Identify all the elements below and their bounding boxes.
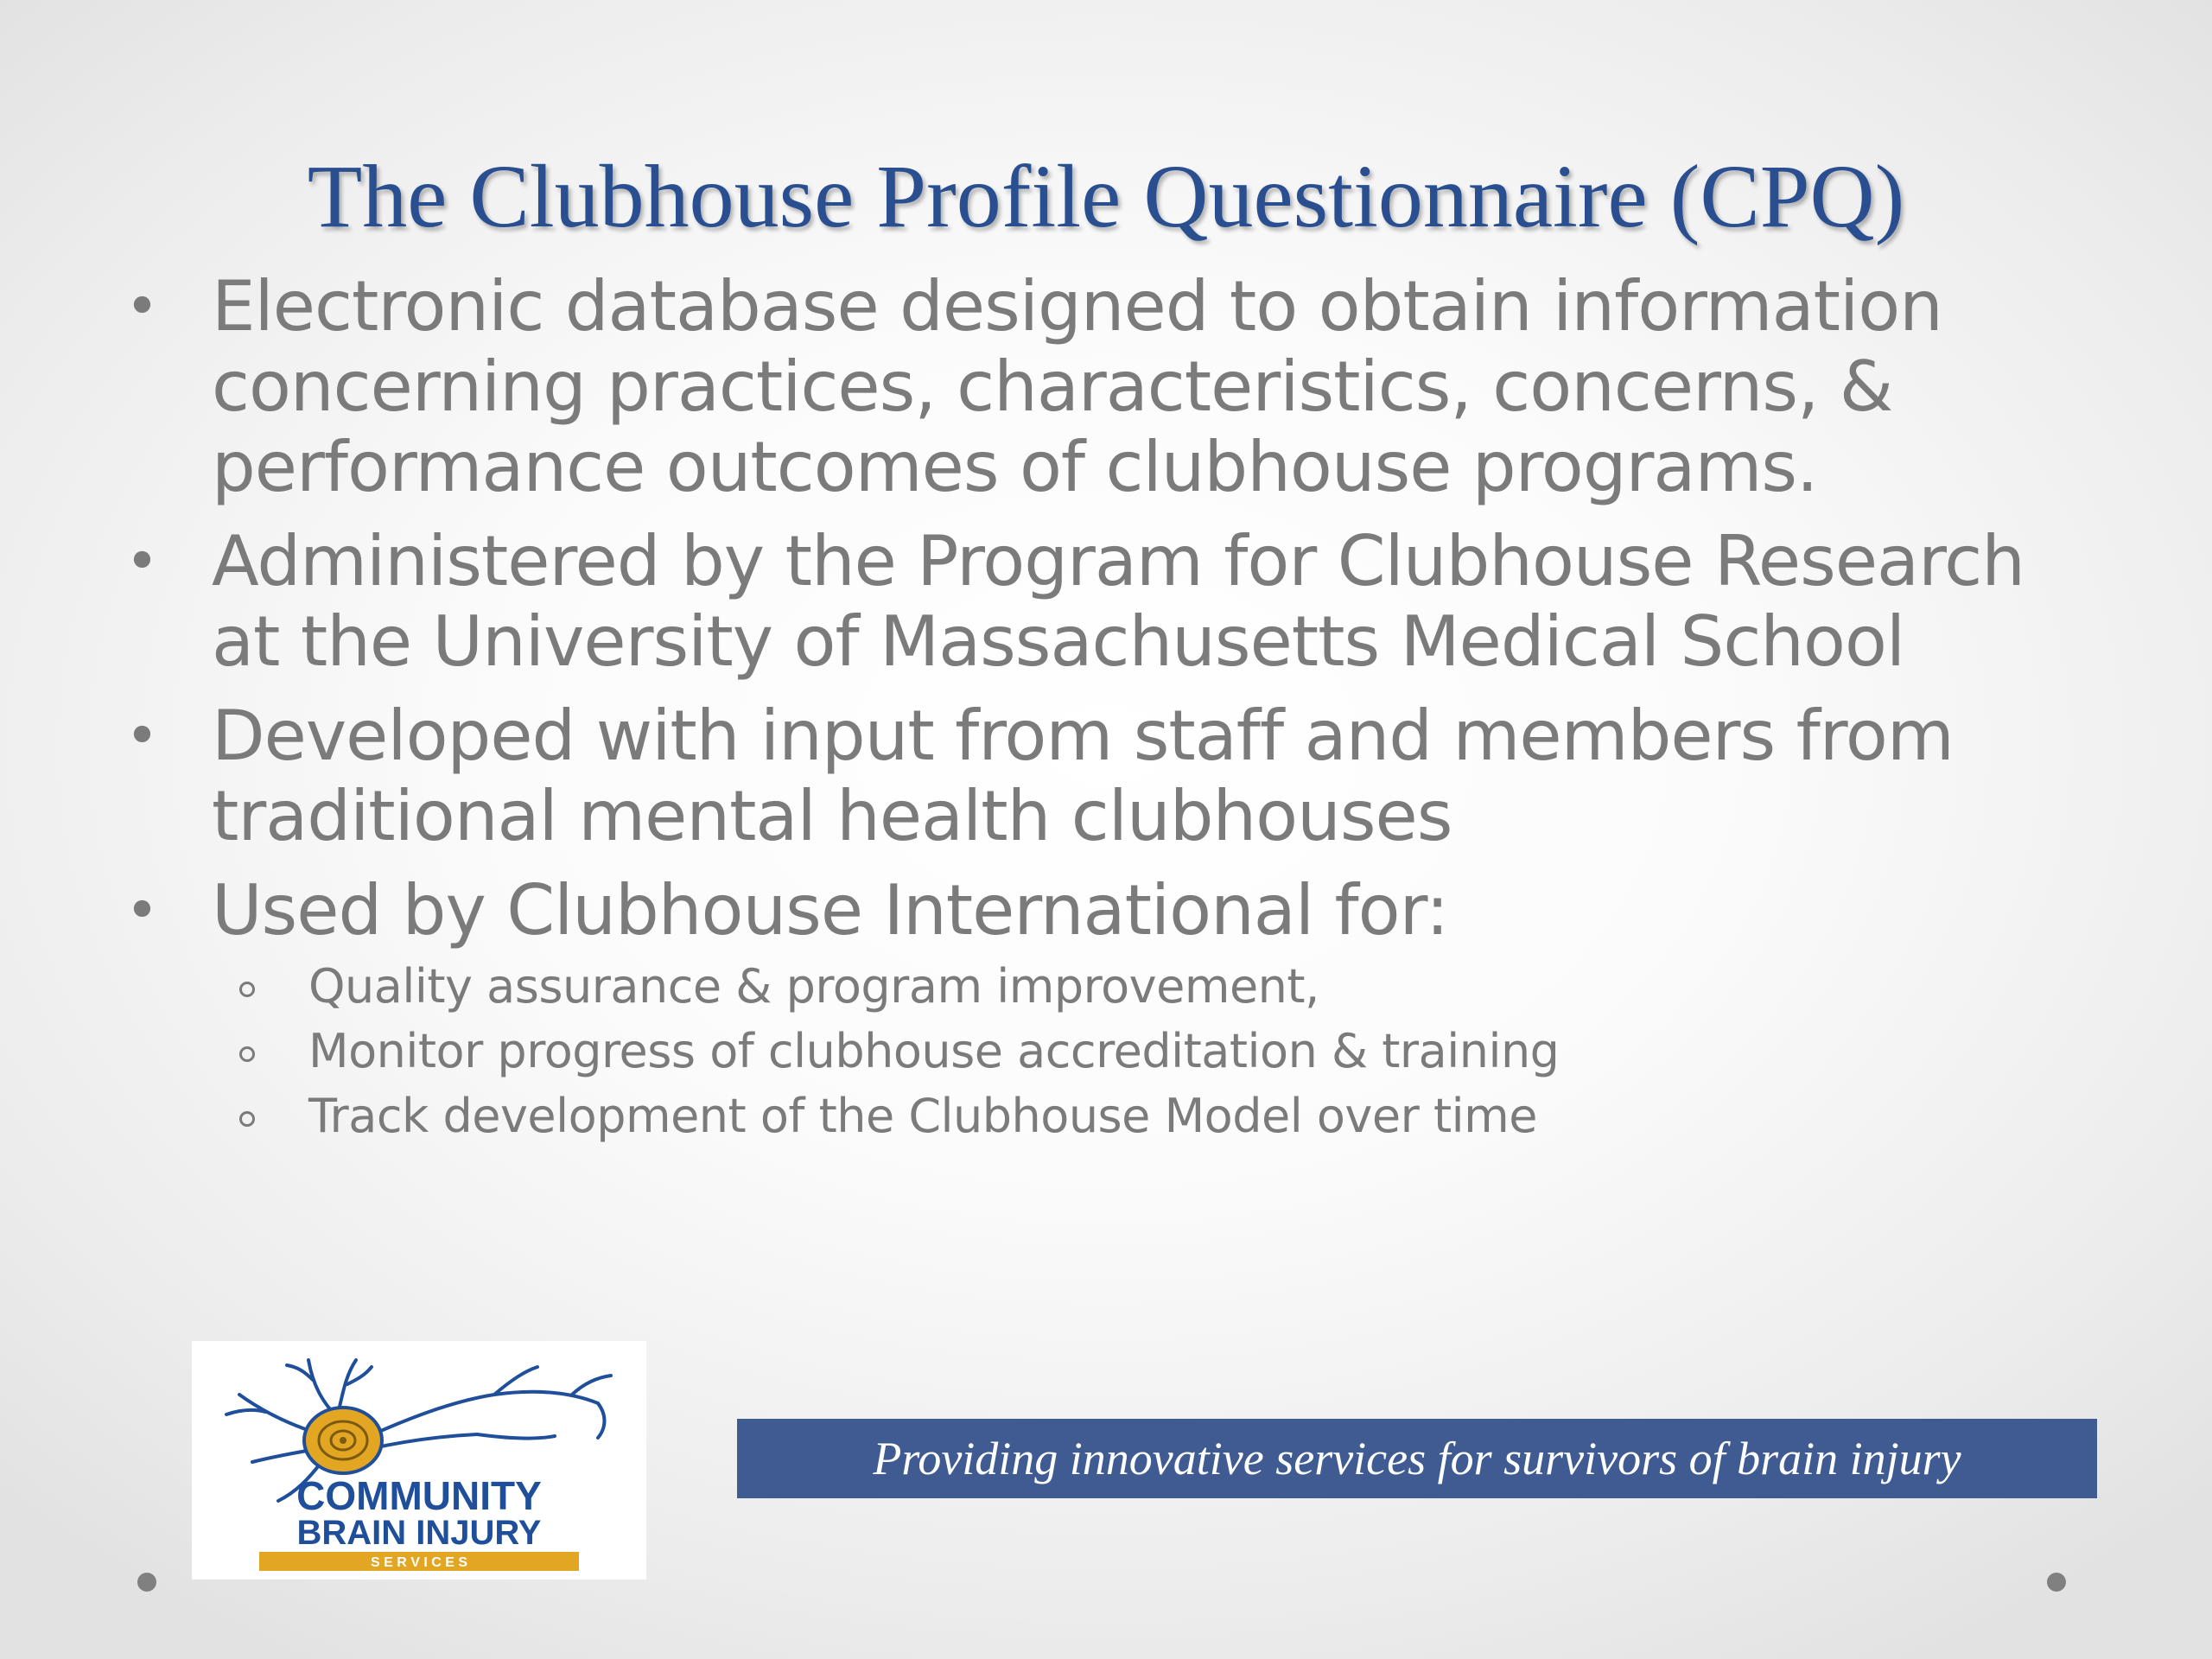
bullet-icon: • — [125, 877, 158, 944]
neuron-icon — [192, 1341, 646, 1580]
bullet-item — [125, 696, 2095, 856]
bullet-list — [125, 266, 2095, 1162]
sub-bullet-text: Monitor progress of clubhouse accreditation & training — [308, 1024, 1560, 1078]
bullet-item — [125, 521, 2095, 682]
corner-dot-left — [137, 1573, 156, 1592]
circle-bullet-icon — [239, 1111, 255, 1127]
sub-bullet-item — [308, 954, 2095, 1019]
sub-bullet-list — [212, 954, 2095, 1148]
bullet-item — [125, 870, 2095, 1148]
sub-bullet-text: Track development of the Clubhouse Model over time — [308, 1089, 1537, 1143]
bullet-item — [125, 266, 2095, 507]
logo-line1: COMMUNITY — [296, 1473, 542, 1518]
logo-line3: S E R V I C E S — [370, 1555, 468, 1570]
sub-bullet-item — [308, 1084, 2095, 1148]
community-brain-injury-logo — [192, 1341, 646, 1580]
bullet-icon: • — [125, 528, 158, 594]
bullet-text: Developed with input from staff and members from traditional mental health clubhouses — [212, 696, 1954, 856]
bullet-text: Electronic database designed to obtain information concerning practices, characteristics, concerns, & performance outcomes of clubhouse programs. — [212, 266, 1942, 507]
bullet-icon: • — [125, 702, 158, 769]
corner-dot-right — [2047, 1573, 2066, 1592]
logo-line2: BRAIN INJURY — [296, 1514, 542, 1552]
bullet-icon: • — [125, 273, 158, 340]
bullet-text: Administered by the Program for Clubhouse Research at the University of Massachusetts Medical School — [212, 521, 2024, 682]
bullet-text: Used by Clubhouse International for: — [212, 870, 1449, 950]
tagline-text: Providing innovative services for survivors of brain injury — [873, 1433, 1961, 1484]
circle-bullet-icon — [239, 1046, 255, 1062]
circle-bullet-icon — [239, 982, 255, 997]
slide-title: The Clubhouse Profile Questionnaire (CPQ) — [307, 147, 1905, 246]
tagline-banner — [737, 1419, 2097, 1498]
sub-bullet-text: Quality assurance & program improvement, — [308, 959, 1319, 1014]
sub-bullet-item — [308, 1019, 2095, 1084]
